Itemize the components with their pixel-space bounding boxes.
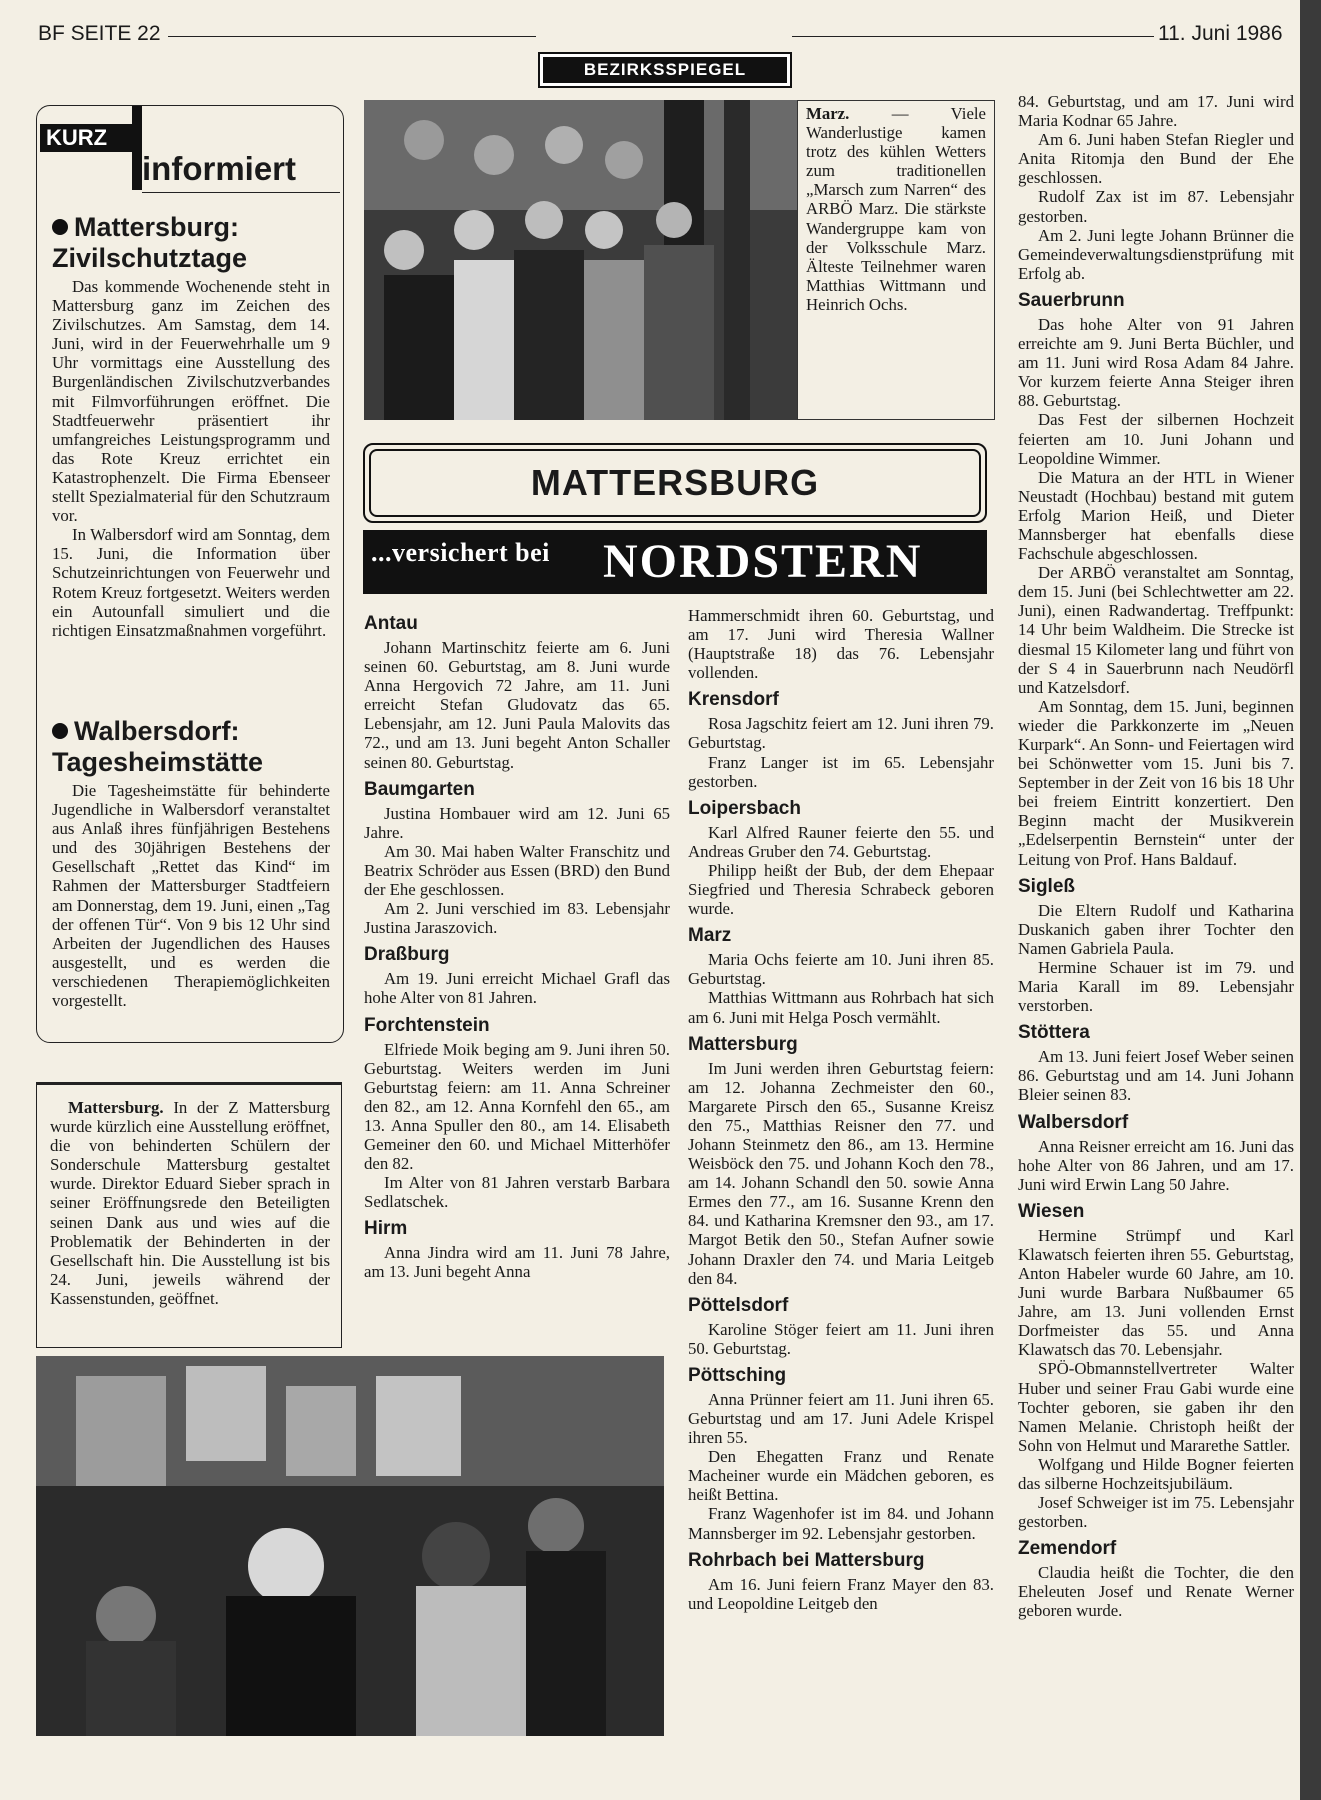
paragraph: Anna Reisner erreicht am 16. Juni das hohe Alter von 86 Jahren, und am 17. Juni wird Erwin Lang 50 Jahre. xyxy=(1018,1136,1294,1194)
paragraph: Josef Schweiger ist im 75. Lebensjahr gestorben. xyxy=(1018,1493,1294,1532)
section-heading: Forchtenstein xyxy=(364,1014,490,1036)
news-section xyxy=(1018,1111,1294,1194)
bullet-icon xyxy=(52,723,68,739)
paragraph: Den Ehegatten Franz und Renate Macheiner wurde ein Mädchen geboren, es heißt Bettina. xyxy=(688,1447,994,1505)
paragraph: Am 30. Mai haben Walter Franschitz und Beatrix Schröder aus Essen (BRD) den Bund der Ehe geschlossen. xyxy=(364,841,670,900)
news-section xyxy=(688,1294,994,1358)
news-section xyxy=(688,797,994,918)
paragraph: Claudia heißt die Tochter, die den Eheleuten Josef und Renate Werner geboren wurde. xyxy=(1018,1563,1294,1621)
paragraph: Der ARBÖ veranstaltet am Sonntag, dem 15. Juni (bei Schlechtwetter am 22. Juni), einen Radwandertag. Treffpunkt: 14 Uhr beim Waldheim. Die Strecke ist diesmal 15 Kilometer lang und führt von der S 4 in Sauerbrunn nach Neudörfl und Katzelsdorf. xyxy=(1018,563,1294,697)
note-lead: Mattersburg. xyxy=(68,1098,164,1117)
news-section xyxy=(364,778,670,938)
paragraph: Franz Langer ist im 65. Lebensjahr gestorben. xyxy=(688,752,994,791)
nordstern-banner xyxy=(363,530,987,594)
photo-caption xyxy=(806,104,986,314)
paragraph: Die Eltern Rudolf und Katharina Duskanich gaben ihrer Tochter den Namen Gabriela Paula. xyxy=(1018,900,1294,958)
paragraph: Am 16. Juni feiern Franz Mayer den 83. und Leopoldine Leitgeb den xyxy=(688,1574,994,1613)
section-heading: Wiesen xyxy=(1018,1200,1085,1222)
news-section xyxy=(364,1217,670,1281)
section-heading: Loipersbach xyxy=(688,797,801,819)
page-number: BF SEITE 22 xyxy=(38,22,161,45)
paragraph: Am 19. Juni erreicht Michael Grafl das hohe Alter von 81 Jahren. xyxy=(364,969,670,1008)
header-rule-right xyxy=(792,36,1154,37)
news-section xyxy=(688,924,994,1026)
paragraph: Elfriede Moik beging am 9. Juni ihren 50. Geburtstag. Weiters werden im Juni Geburtstag feiern: am 11. Anna Schreiner den 82., am 12. Anna Kornfehl den 65., am 13. Anna Spuller den 80., am 14. Elisabeth Gemeiner den 60. und Michael Mitterhöfer den 82. xyxy=(364,1039,670,1174)
caption-lead: Marz. xyxy=(806,104,850,123)
section-rubric xyxy=(538,52,792,88)
paragraph: Im Juni werden ihren Geburtstag feiern: am 12. Johanna Zechmeister den 60., Margarete Pirsch den 65., Susanne Kreisz den 75., Matthias Reisner den 77. und Johann Steinmetz den 86., am 13. Hermine Weisböck den 75. und Johann Koch den 78., am 14. Johann Schandl den 50. sowie Anna Ermes den 77., am 16. Susanne Krenn den 84. und Katharina Kremsner den 93., am 17. Margot Betik den 50., Stefan Aufner sowie Johann Draxler den 74. und Maria Leitgeb den 84. xyxy=(688,1058,994,1288)
section-heading: Pöttsching xyxy=(688,1364,787,1386)
section-rubric-label: BEZIRKSSPIEGEL xyxy=(543,57,787,83)
section-heading: Antau xyxy=(364,613,418,634)
paragraph: Hammerschmidt ihren 60. Geburtstag, und am 17. Juni wird Theresia Wallner (Hauptstraße 18) das 76. Lebensjahr vollenden. xyxy=(688,606,994,683)
banner-brand: NORDSTERN xyxy=(603,535,923,588)
section-heading: Zemendorf xyxy=(1018,1538,1117,1560)
paragraph: Im Alter von 81 Jahren verstarb Barbara Sedlatschek. xyxy=(364,1173,670,1212)
kurz-article-zivilschutz xyxy=(52,212,330,640)
column-left-news xyxy=(364,606,670,1736)
paragraph: Rudolf Zax ist im 87. Lebensjahr gestorben. xyxy=(1018,187,1294,226)
paragraph: Am 6. Juni haben Stefan Riegler und Anita Ritomja den Bund der Ehe geschlossen. xyxy=(1018,130,1294,188)
kurz-rule xyxy=(142,192,340,193)
paragraph: Anna Prünner feiert am 11. Juni ihren 65. Geburtstag und am 17. Juni Adele Krispel ihren 55. xyxy=(688,1389,994,1448)
paragraph: Am 2. Juni verschied im 83. Lebensjahr Justina Jaraszovich. xyxy=(364,899,670,938)
header-rule-left xyxy=(168,36,536,37)
paragraph: Matthias Wittmann aus Rohrbach hat sich am 6. Juni mit Helga Posch vermählt. xyxy=(688,988,994,1027)
paragraph: Anna Jindra wird am 11. Juni 78 Jahre, am 13. Juni begeht Anna xyxy=(364,1243,670,1282)
paragraph: Die Tagesheimstätte für behinderte Jugendliche in Walbersdorf veranstaltet aus Anlaß ihres fünfjährigen Bestehens und des 30jährigen Bestehens der Gesellschaft „Rettet das Kind“ im Rahmen der Mattersburger Stadtfeiern am Donnerstag, dem 19. Juni, einen „Tag der offenen Tür“. Von 9 bis 12 Uhr sind Arbeiten der Jugendlichen des Hauses ausgestellt, und es werden die verschiedenen Therapiemöglichkeiten vorgestellt. xyxy=(52,781,330,1011)
news-section xyxy=(1018,1021,1294,1104)
hiking-group-photo xyxy=(364,100,798,420)
paragraph: Hermine Schauer ist im 79. und Maria Karall im 89. Lebensjahr verstorben. xyxy=(1018,957,1294,1016)
news-section xyxy=(688,688,994,790)
news-section xyxy=(1018,1200,1294,1532)
section-heading: Sigleß xyxy=(1018,875,1076,897)
caption-text: — Viele Wanderlustige kamen trotz des kühlen Wetters zum traditionellen „Marsch zum Narren“ des ARBÖ Marz. Die stärkste Wandergruppe kam von der Volksschule Marz. Älteste Teilnehmer waren Matthias Wittmann und Heinrich Ochs. xyxy=(806,104,986,314)
paragraph: Am 13. Juni feiert Josef Weber seinen 86. Geburtstag und am 14. Juni Johann Bleier seinen 83. xyxy=(1018,1047,1294,1105)
column-middle-news xyxy=(688,606,994,1736)
paragraph: Franz Wagenhofer ist im 84. und Johann Mannsberger im 92. Lebensjahr gestorben. xyxy=(688,1504,994,1543)
paragraph: Johann Martinschitz feierte am 6. Juni seinen 60. Geburtstag, am 8. Juni wurde Anna Hergovich 72 Jahre, am 11. Juni erreicht Stefan Gludovatz das 65. Lebensjahr, am 12. Juni Paula Malovits das 72., und am 13. Juni begeht Anton Schaller seinen 80. Geburtstag. xyxy=(364,638,670,772)
kurz-article-tagesheim xyxy=(52,716,330,1010)
news-section xyxy=(364,612,670,772)
headline-tagesheim: Walbersdorf: Tagesheimstätte xyxy=(52,716,264,777)
paragraph: Am Sonntag, dem 15. Juni, beginnen wieder die Parkkonzerte im „Neuen Kurpark“. An Sonn- und Feiertagen wird bei Schönwetter vom 15. Juni bis 7. September in der Zeit von 16 bis 18 Uhr bei freiem Eintritt konzertiert. Den Beginn macht der Musikverein „Edelserpentin Bernstein“ unter der Leitung von Prof. Hans Baldauf. xyxy=(1018,696,1294,869)
news-section xyxy=(688,1364,994,1543)
mattersburg-banner xyxy=(363,443,987,523)
section-heading: Walbersdorf xyxy=(1018,1111,1129,1133)
banner-title: MATTERSBURG xyxy=(369,449,981,517)
paragraph: Wolfgang und Hilde Bogner feierten das silberne Hochzeitsjubiläum. xyxy=(1018,1454,1294,1493)
paragraph: Am 2. Juni legte Johann Brünner die Gemeindeverwaltungsdienstprüfung mit Erfolg ab. xyxy=(1018,225,1294,283)
paragraph: Hermine Strümpf und Karl Klawatsch feierten ihren 55. Geburtstag, Anton Habeler wurde 60 Jahre, am 10. Juni wurde Barbara Nußbaumer 65 Jahre, am 13. Juni vollenden Ernst Dorfmeister das 55. und Anna Klawatsch das 70. Lebensjahr. xyxy=(1018,1225,1294,1360)
news-section xyxy=(364,943,670,1007)
page-binding-edge xyxy=(1300,0,1321,1800)
news-section xyxy=(1018,875,1294,1016)
section-heading: Marz xyxy=(688,925,732,947)
section-heading: Mattersburg xyxy=(688,1033,798,1055)
exhibition-note xyxy=(50,1098,330,1308)
news-section xyxy=(1018,289,1294,869)
banner-slogan: ...versichert bei xyxy=(371,538,550,567)
news-section xyxy=(1018,1537,1294,1620)
section-heading: Stöttera xyxy=(1018,1022,1090,1044)
section-heading: Pöttelsdorf xyxy=(688,1294,789,1316)
section-heading: Hirm xyxy=(364,1218,408,1240)
paragraph: 84. Geburtstag, und am 17. Juni wird Maria Kodnar 65 Jahre. xyxy=(1018,92,1294,131)
paragraph: Maria Ochs feierte am 10. Juni ihren 85. Geburtstag. xyxy=(688,950,994,989)
paragraph: Das kommende Wochenende steht in Mattersburg ganz im Zeichen des Zivilschutzes. Am Samstag, dem 14. Juni, wird in der Feuerwehrhalle um 9 Uhr vormittags eine Ausstellung des Burgenländischen Zivilschutzverbandes mit Filmvorführungen eröffnet. Die Stadtfeuerwehr präsentiert ihr umfangreiches Leistungsprogramm und das Rote Kreuz errichtet ein Katastrophenzelt. Die Firma Ebenseer stellt Spezialmaterial für den Schutzraum vor. xyxy=(52,277,330,526)
section-heading: Krensdorf xyxy=(688,689,779,711)
section-heading: Baumgarten xyxy=(364,778,475,800)
issue-date: 11. Juni 1986 xyxy=(1158,22,1283,45)
headline-zivilschutz: Mattersburg: Zivilschutztage xyxy=(52,212,248,273)
column-right-news xyxy=(1018,92,1294,1742)
news-section xyxy=(1018,92,1294,283)
paragraph: Das Fest der silbernen Hochzeit feierten am 10. Juni Johann und Leopoldine Wimmer. xyxy=(1018,410,1294,468)
paragraph: Das hohe Alter von 91 Jahren erreichte am 9. Juni Berta Büchler, und am 11. Juni wird Rosa Adam 84 Jahre. Vor kurzem feierte Anna Steiger ihren 88. Geburtstag. xyxy=(1018,314,1294,411)
news-section xyxy=(688,1033,994,1288)
paragraph: Philipp heißt der Bub, der dem Ehepaar Siegfried und Theresia Schrabeck geboren wurde. xyxy=(688,860,994,919)
news-section xyxy=(688,1549,994,1613)
paragraph: Justina Hombauer wird am 12. Juni 65 Jahre. xyxy=(364,803,670,842)
news-section xyxy=(364,1014,670,1212)
paragraph: Rosa Jagschitz feiert am 12. Juni ihren 79. Geburtstag. xyxy=(688,714,994,753)
paragraph: In Walbersdorf wird am Sonntag, dem 15. Juni, die Information über Schutzeinrichtungen von Feuerwehr und Rotem Kreuz fortgesetzt. Weiters werden ein Autounfall simuliert und die richtigen Einsatzmaßnahmen vorgeführt. xyxy=(52,525,330,640)
bullet-icon xyxy=(52,219,68,235)
paragraph: Karl Alfred Rauner feierte den 55. und Andreas Gruber den 74. Geburtstag. xyxy=(688,822,994,861)
section-heading: Rohrbach bei Mattersburg xyxy=(688,1549,925,1571)
section-heading: Draßburg xyxy=(364,944,450,966)
news-section xyxy=(688,606,994,682)
kurz-badge: KURZ xyxy=(40,124,142,152)
section-heading: Sauerbrunn xyxy=(1018,289,1125,311)
paragraph: Die Matura an der HTL in Wiener Neustadt (Hochbau) bestand mit gutem Erfolg Marion Heiß, und Dieter Mannsberger hat ebenfalls diese Fachschule abgeschlossen. xyxy=(1018,467,1294,564)
informiert-title: informiert xyxy=(142,150,297,187)
note-text: In der Z Mattersburg wurde kürzlich eine Ausstellung eröffnet, die von behinderten Schülern der Sonderschule Mattersburg gestaltet wurde. Direktor Eduard Sieber sprach in seiner Eröffnungsrede den Beteiligten seinen Dank aus und wies auf die Problematik der Behinderten in der Gesellschaft hin. Die Ausstellung ist bis 24. Juni, jeweils während der Kassenstunden, geöffnet. xyxy=(50,1098,330,1308)
paragraph: SPÖ-Obmannstellvertreter Walter Huber und seiner Frau Gabi wurde eine Tochter geboren, sie gaben ihr den Namen Melanie. Christoph heißt der Sohn von Helmut und Mararethe Sattler. xyxy=(1018,1359,1294,1455)
paragraph: Karoline Stöger feiert am 11. Juni ihren 50. Geburtstag. xyxy=(688,1319,994,1358)
